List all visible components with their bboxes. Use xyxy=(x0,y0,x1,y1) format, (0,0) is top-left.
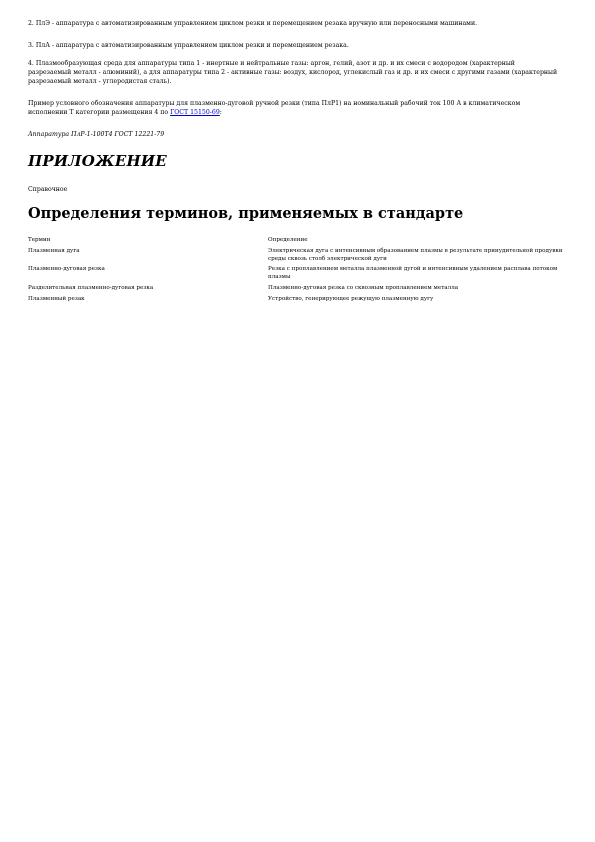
definition-cell: Электрическая дуга с интенсивным образованием плазмы в результате принудительной продувки среды сквозь столб электрической дуги xyxy=(268,247,563,262)
note-paragraph-3: 3. ПлА - аппаратура с автоматизированным управлением циклом резки и перемещением резака. xyxy=(28,42,349,49)
table-row xyxy=(28,296,568,307)
appendix-title: ПРИЛОЖЕНИЕ xyxy=(28,152,167,170)
term-cell: Плазменная дуга xyxy=(28,247,80,254)
table-row xyxy=(28,285,568,296)
term-cell: Разделительная плазменно-дуговая резка xyxy=(28,284,154,291)
note-paragraph-4: 4. Плазмообразующая среда для аппаратуры типа 1 - инертные и нейтральные газы: аргон, гелий, азот и др. и их смеси с водородом (характерный разрезаемый металл - алюминий), а для аппаратуры типа 2 - активные газы: воздух, кислород, углекислый газ и др. и их смеси с другими газами (характерный разрезаемый металл - углеродистая сталь). xyxy=(28,60,558,85)
example-text: Пример условного обозначения аппаратуры для плазменно-дуговой ручной резки (типа ПлР1) на номинальный рабочий ток 100 А в климатическом исполнении Т категории размещения 4 по xyxy=(28,100,521,116)
definition-cell: Резка с проплавлением металла плазменной дугой и интенсивным удалением расплава потоком плазмы xyxy=(268,266,558,281)
designation-example: Аппаратура ПлР-1-100Т4 ГОСТ 12221-79 xyxy=(28,131,165,138)
example-text-end: : xyxy=(219,109,222,116)
definition-cell: Устройство, генерирующее режущую плазменную дугу xyxy=(268,295,434,302)
column-header-term: Термин xyxy=(28,237,51,243)
column-header-definition: Определение xyxy=(268,237,308,243)
table-header-row xyxy=(28,237,568,248)
section-title: Определения терминов, применяемых в стандарте xyxy=(28,205,464,222)
definition-cell: Плазменно-дуговая резка со сквозным проплавлением металла xyxy=(268,284,459,291)
table-row xyxy=(28,248,568,267)
table-row xyxy=(28,266,568,285)
gost-15150-link[interactable]: ГОСТ 15150-69 xyxy=(170,109,220,116)
example-paragraph xyxy=(28,99,558,117)
term-cell: Плазменный резак xyxy=(28,295,85,302)
appendix-subtitle: Справочное xyxy=(28,186,68,193)
terms-table xyxy=(28,237,568,307)
note-paragraph-2: 2. ПлЭ - аппаратура с автоматизированным управлением циклом резки и перемещением резака вручную или переносными машинами. xyxy=(28,20,478,27)
term-cell: Плазменно-дуговая резка xyxy=(28,266,105,273)
